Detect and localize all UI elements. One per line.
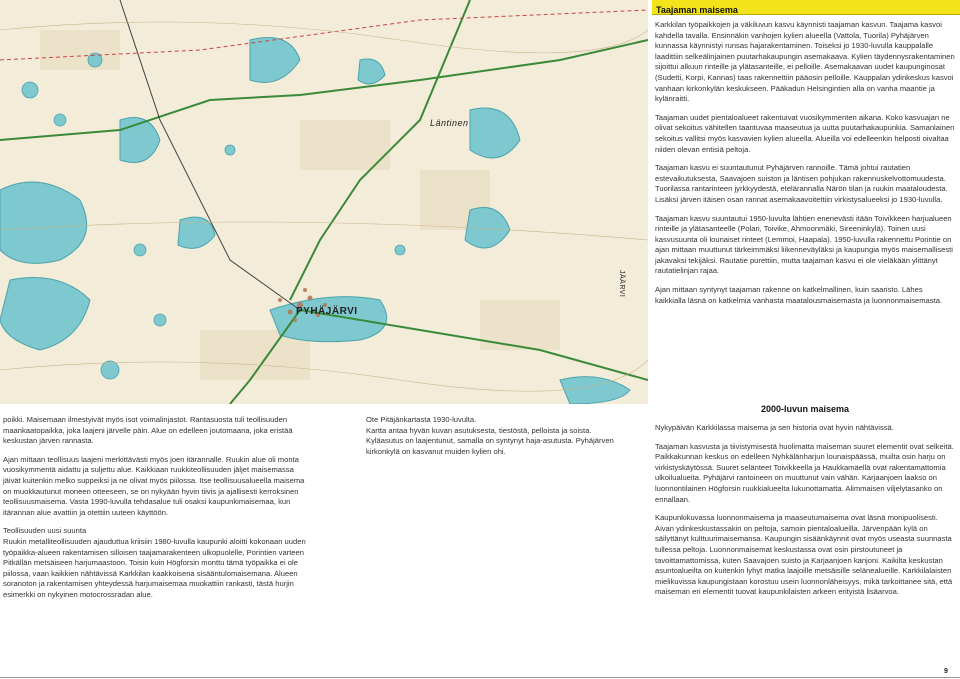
right-paragraph: Taajaman uudet pientaloalueet rakentuivat vuosikymmenten aikana. Koko kasvuajan ne olivat sekoitus vähitellen taantuvaa maaseutua ja uutta puutarhakaupunkia. Samanlainen sekoitus vallitsi myös kasvavien kylien alueella. Alueilla voi edelleenkin helposti oivaltaa niiden olevan entisiä peltoja. [655,112,955,154]
right-paragraph: Taajaman kasvu suuntautui 1950-luvulta lähtien enenevästi itään Toivikkeen harjualueen rinteille ja ylätasanteelle (Polari, Toivike, Ahmoonmäki, Sireeninkylä). Toinen uusi kasvusuunta oli lounaiset rinteet (Lemmoi, Haapala). 1950-luvulla rakennettu Porintie on ajan mittaan muuttunut tärkeimmäksi liikenneväyläksi ja kaupungia myös maisemallisesti jakavaksi tekijäksi. Rautatie purettiin, mutta taajaman kasvu ei ole vieläkään ylittänyt rautatielinjan rajaa. [655,213,953,276]
left-subheading: Teollisuuden uusi suunta [3,526,87,536]
map-side-label: JÄÄRVI [618,270,625,298]
right-lower-paragraph: Nykypäivän Karkkilassa maisema ja sen historia ovat hyvin nähtävissä. [655,423,894,432]
map-caption [366,415,626,465]
section-title: 2000-luvun maisema [760,404,850,414]
map-town-label: PYHÄJÄRVI [296,306,358,317]
right-lower-paragraph: Taajaman kasvusta ja tiivistymisestä huolimatta maiseman suuret elementit ovat selkeitä. Paikkakunnan keskus on edelleen Nyhkälänharjun lounaispäässä, muilta osin harju on virkistyskäytössä. Suuret selänteet Toivikkeella ja Haukkamäellä ovat rakentamattomia ulkoilualueita. Pyhäjärvi rantoineen on muuttunut vain vähän. Karjaanjoen laakso on luonnontilainen Högforsin ruukkialueelta lukunottamatta. Alimmaisen viljelytasanko on ennallaan. [655,441,954,504]
right-column-lower [655,423,955,606]
caption-text: Kartta antaa hyvän kuvan asutuksesta, tiestöstä, pelloista ja soista. Kyläasutus on laajentunut, samalla on syntynyt haja-asutusta. Pyhäjärven kirkonkylä on kasvanut muiden kylien ohi. [366,425,614,456]
right-column [655,20,955,314]
left-paragraph: poikki. Maisemaan ilmestyivät myös isot voimalinjastot. Rantasuosta tuli teollisuuden maankaatopaikka, joka laajeni järvelle päin. Alue on edelleen joutomaana, joka eristää keskustan järven rannasta. [3,415,293,446]
left-column [3,415,308,609]
right-paragraph: Taajaman kasvu ei suuntautunut Pyhäjärven rannoille. Tämä johtui rautatien estevaikutuksesta, Saavajoen suiston ja läntisen pohjukan rakennuskelvottomuudesta. Tuorilassa rantarinteen jyrkkyydestä, etelärannalla Närön tilan ja ruukin maataloudesta. Lisäksi järven itäisen osan rannat asemakaavoitettiin virkistysalueeksi jo 1930-luvulla. [655,163,948,204]
map-image [0,0,648,404]
right-paragraph: Karkkilan työpaikkojen ja väkiluvun kasvu käynnisti taajaman kasvun. Taajama kasvoi kahdella tavalla. Ensinnäkin vanhojen kylien alueella (Vattola, Tuorila) Pyhäjärven kunnassa käynnistyi runsas hajarakentaminen. Toiseksi jo 1930-luvulla kauppalalle laadittiin selkeälinjainen puutarhakaupungin asemakaava. Kylien täydennysrakentaminen sijoittui alkuun rinteille ja ylätasanteille, ei pelloille. Asemakaavan uudet kaupunginosat (Sudetti, Korpi, Kannas) taas rakennettiin pääosin pelloille. Kauppalan ydinkeskus kasvoi vanhaan kirkonkylän keskukseen. Pääkadun Helsingintien alla on vanha maantie ja kylänraitti. [655,20,955,104]
left-paragraph: Ajan mittaan teollisuus laajeni merkittävästi myös joen itärannalle. Ruukin alue oli monta vuosikymmentä aidattu ja suljettu alue. Kaikkiaan ruukkiteollisuuden jäljet maisemassa jäivät kuitenkin melko suppeiksi ja ne olivat myös piilossa. Itse teollisuusalueella maisema on muokkautunut moneen otteeseen, se on nykyään hyvin tiivis ja ajallisesti kerroksinen teollisuusmaisema. Vasta 1990-luvulla tehdasalue tuli osaksi kaupunkimaisemaa, kun itärannan alue avattiin ja otettiin uuteen käyttöön. [3,454,305,517]
bottom-rule [0,677,960,678]
caption-title: Ote Pitäjänkartasta 1930-luvulta. [366,415,477,424]
map-place-label: Läntinen [430,118,469,128]
left-sub-paragraph: Ruukin metalliteollisuuden ajauduttua kriisiin 1980-luvulla kaupunki aloitti kokonaan uuden työpaikka-alueen rakentamisen silloisen taajamarakenteen ulkopuolelle, Porintien varteen Pitkällän metsäiseen harjumaastoon. Toisin kuin Högforsin monttu tämä työpaikka ei ole piilossa, vaan kaikkien nähtävissä Karkkilan kaakkoisena sisääntulomaisemana. Alueen soranoton ja rakentamisen yhteydessä harjumaisemaa muokattiin rankasti, tästä hurjin esimerkki on nykyinen motocrossradan alue. [3,536,306,599]
right-lower-paragraph: Kaupunkikuvassa luonnonmaisema ja maaseutumaisema ovat läsnä monipuolisesti. Aivan ydinkeskustassakin on peltoja, samoin pientaloalueilla. Järvenpään kylä on säilyttänyt kulttuurimaisemansa. Kaupungin sisäänkäynnit ovat myös useasta suunnasta tullessa peltoja. Luonnonmaisemat keskustassa ovat osin pirstoutuneet ja tavoittamattomissa, kuten Saavajoen suisto ja Karjaanjoen kanjoni. Kaikilta keskustan asuntoalueilta on kuitenkin lyhyt matka laajoille metsäisille selänealueille. Karkkilalaisten mielikuvissa kaupungistaan korostuu usein luonnonläheisyys, mikä tarkoittanee sitä, että maiseman eri elementit tuovat kaupunkilaisten arkeen erityistä lisäarvoa. [655,513,953,597]
right-paragraph: Ajan mittaan syntynyt taajaman rakenne on katkelmallinen, kuin saaristo. Lähes kaikkialla läsnä on katkelmia vanhasta maatalousmaisemasta ja luonnonmaisemasta. [655,285,943,305]
page-heading: Taajaman maisema [656,5,738,15]
page-number: 9 [944,668,948,675]
section-heading-bar [652,0,960,15]
map-drawing [0,0,648,404]
